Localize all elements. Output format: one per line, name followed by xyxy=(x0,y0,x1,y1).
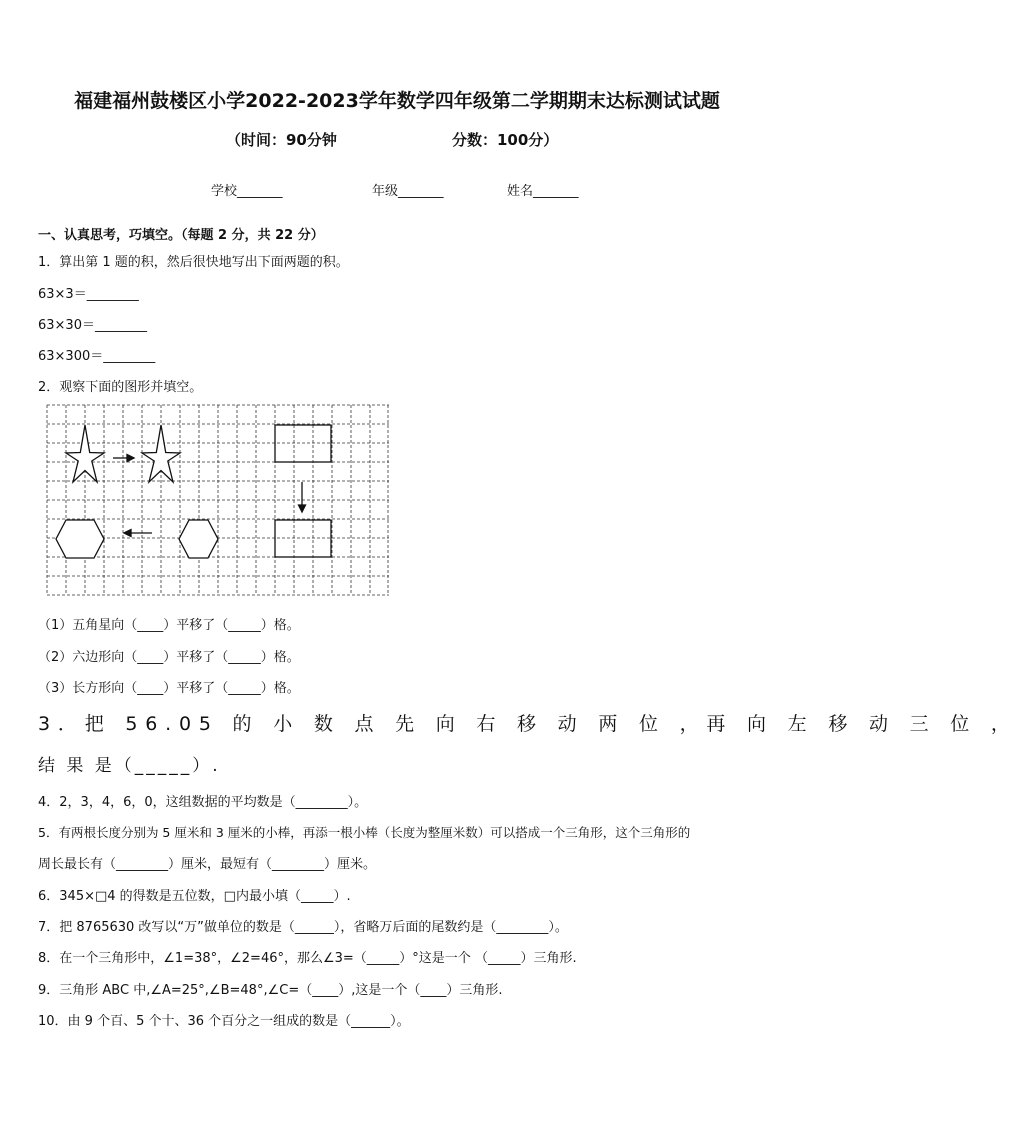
hexagon-translated-shape xyxy=(56,520,104,558)
hexagon-arrow-icon xyxy=(124,530,152,537)
section-heading: 一、认真思考，巧填空。（每题 2 分，共 22 分） xyxy=(38,228,324,243)
q4-text: 4．2，3，4，6，0，这组数据的平均数是（________）。 xyxy=(38,795,368,810)
rectangle-translated-shape xyxy=(275,520,331,557)
q9-text: 9．三角形 ABC 中,∠A=25°,∠B=48°,∠C=（____）,这是一个（____）三角形. xyxy=(38,983,503,998)
q1-line-b: 63×30＝________ xyxy=(38,318,147,333)
school-field: 学校_______ xyxy=(211,184,283,199)
rectangle-original-shape xyxy=(275,425,331,462)
q2-sub-1: （1）五角星向（____）平移了（_____）格。 xyxy=(38,618,300,633)
q3-line-1: 3．把 56.05 的 小 数 点 先 向 右 移 动 两 位 ，再 向 左 移 动 三 位 ， xyxy=(38,713,1018,735)
page-title: 福建福州鼓楼区小学2022-2023学年数学四年级第二学期期末达标测试试题 xyxy=(74,90,720,112)
grid-svg xyxy=(47,405,389,597)
rectangle-arrow-icon xyxy=(299,482,306,512)
q5-line-1: 5．有两根长度分别为 5 厘米和 3 厘米的小棒，再添一根小棒（长度为整厘米数）可以搭成一个三角形，这个三角形的 xyxy=(38,825,691,840)
q2-stem: 2．观察下面的图形并填空。 xyxy=(38,380,203,395)
star-arrow-icon xyxy=(113,455,134,462)
q1-line-c: 63×300＝________ xyxy=(38,349,156,364)
q7-text: 7．把 8765630 改写以“万”做单位的数是（______），省略万后面的尾数约是（________）。 xyxy=(38,920,568,935)
translation-grid-figure xyxy=(47,405,389,601)
q5-line-2: 周长最长有（________）厘米，最短有（________）厘米。 xyxy=(38,857,377,872)
q2-sub-2: （2）六边形向（____）平移了（_____）格。 xyxy=(38,650,300,665)
exam-score: 分数：100分） xyxy=(452,131,559,149)
q8-text: 8．在一个三角形中，∠1=38°，∠2=46°，那么∠3=（_____）°这是一个 （_____）三角形. xyxy=(38,951,577,966)
grade-field: 年级_______ xyxy=(372,184,444,199)
name-field: 姓名_______ xyxy=(507,184,579,199)
hexagon-original-shape xyxy=(179,520,218,558)
star-original-shape xyxy=(66,425,104,482)
q10-text: 10．由 9 个百、5 个十、36 个百分之一组成的数是（______）。 xyxy=(38,1014,410,1029)
grid-lines xyxy=(47,405,389,595)
exam-time: （时间：90分钟 xyxy=(226,131,337,149)
q3-line-2: 结 果 是（_____）. xyxy=(38,756,221,776)
q1-line-a: 63×3＝________ xyxy=(38,287,139,302)
q2-sub-3: （3）长方形向（____）平移了（_____）格。 xyxy=(38,681,300,696)
q6-text: 6．345×□4 的得数是五位数，□内最小填（_____）. xyxy=(38,889,351,904)
q1-stem: 1．算出第 1 题的积，然后很快地写出下面两题的积。 xyxy=(38,255,349,270)
star-translated-shape xyxy=(142,425,180,482)
